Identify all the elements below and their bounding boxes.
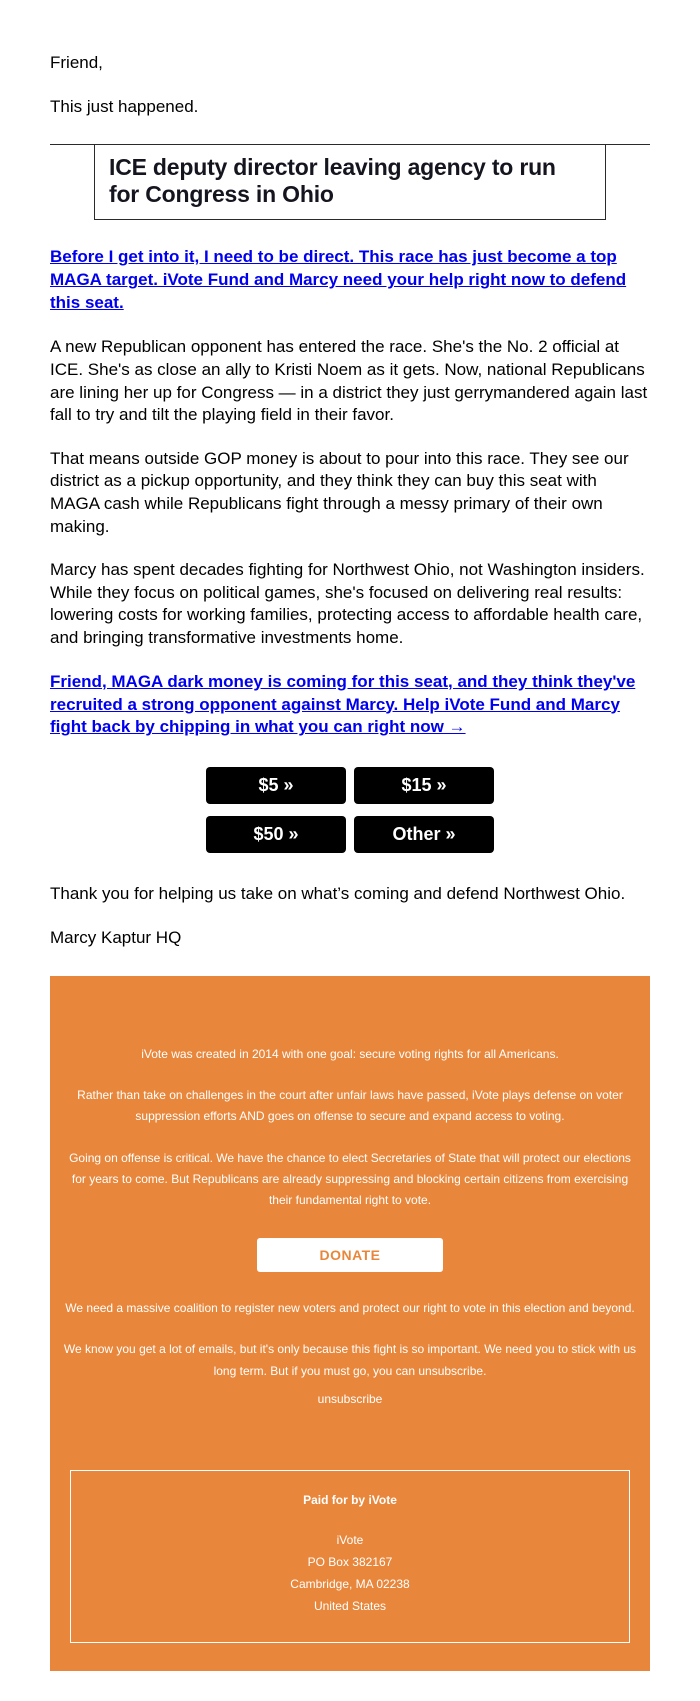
donate-other-button[interactable]: Other »: [354, 816, 494, 853]
news-headline: ICE deputy director leaving agency to run for Congress in Ohio: [109, 154, 556, 208]
paid-for-disclaimer-box: [70, 1470, 630, 1643]
donate-row-1: [206, 767, 494, 804]
footer-donate-button[interactable]: DONATE: [257, 1238, 443, 1272]
footer-paragraph-3: Going on offense is critical. We have the chance to elect Secretaries of State that will protect our elections for years to come. But Republicans are already suppressing and blocking certain citizens from exercising their fundamental right to vote.: [69, 1150, 631, 1208]
address-line-1: PO Box 382167: [307, 1555, 393, 1570]
body-paragraph-1: A new Republican opponent has entered the race. She's the No. 2 official at ICE. She's as close an ally to Kristi Noem as it gets. Now, national Republicans are lining her up for Congress — in a district they just gerrymandered again last fall to try and tilt the playing field in their favor.: [50, 337, 648, 425]
org-name: iVote: [336, 1532, 364, 1547]
greeting: Friend,: [50, 53, 103, 72]
unsubscribe-line: [60, 1390, 640, 1408]
address-line-3: United States: [313, 1599, 387, 1614]
footer-paragraph-2: Rather than take on challenges in the court after unfair laws have passed, iVote plays defense on voter suppression efforts AND goes on offense to secure and expand access to voting.: [77, 1087, 623, 1124]
donate-50-button[interactable]: $50 »: [206, 816, 346, 853]
paid-for-title: Paid for by iVote: [303, 1492, 397, 1507]
donate-amount-grid: [50, 767, 650, 853]
cta-link-bottom[interactable]: Friend, MAGA dark money is coming for this seat, and they think they've recruited a strong opponent against Marcy. Help iVote Fund and Marcy fight back by chipping in what you can right now →: [50, 671, 636, 737]
unsubscribe-link[interactable]: unsubscribe: [317, 1391, 383, 1406]
cta-link-top[interactable]: Before I get into it, I need to be direct. This race has just become a top MAGA target. iVote Fund and Marcy need your help right now to defend this seat.: [50, 247, 627, 313]
ivote-footer: [50, 976, 650, 1671]
donate-15-button[interactable]: $15 »: [354, 767, 494, 804]
footer-paragraph-4: We need a massive coalition to register new voters and protect our right to vote in this election and beyond.: [65, 1300, 635, 1315]
body-paragraph-3: Marcy has spent decades fighting for Northwest Ohio, not Washington insiders. While they focus on political games, she's focused on delivering real results: lowering costs for working families, protecting access to affordable health care, and bringing transformative investments home.: [50, 560, 645, 647]
intro-line: This just happened.: [50, 96, 199, 116]
news-headline-block: [50, 144, 650, 220]
donate-row-2: [206, 816, 494, 853]
thank-you-line: Thank you for helping us take on what’s coming and defend Northwest Ohio.: [50, 884, 626, 904]
news-headline-box: [94, 144, 606, 220]
address-line-2: Cambridge, MA 02238: [290, 1577, 410, 1592]
footer-paragraph-1: iVote was created in 2014 with one goal: secure voting rights for all Americans.: [141, 1046, 559, 1061]
signature: Marcy Kaptur HQ: [50, 928, 182, 948]
footer-paragraph-5: We know you get a lot of emails, but it's only because this fight is so important. We need you to stick with us long term. But if you must go, you can unsubscribe.: [63, 1342, 637, 1378]
donate-5-button[interactable]: $5 »: [206, 767, 346, 804]
body-paragraph-2: That means outside GOP money is about to pour into this race. They see our district as a pickup opportunity, and they think they can buy this seat with MAGA cash while Republicans fight through a messy primary of their own making.: [50, 448, 629, 536]
